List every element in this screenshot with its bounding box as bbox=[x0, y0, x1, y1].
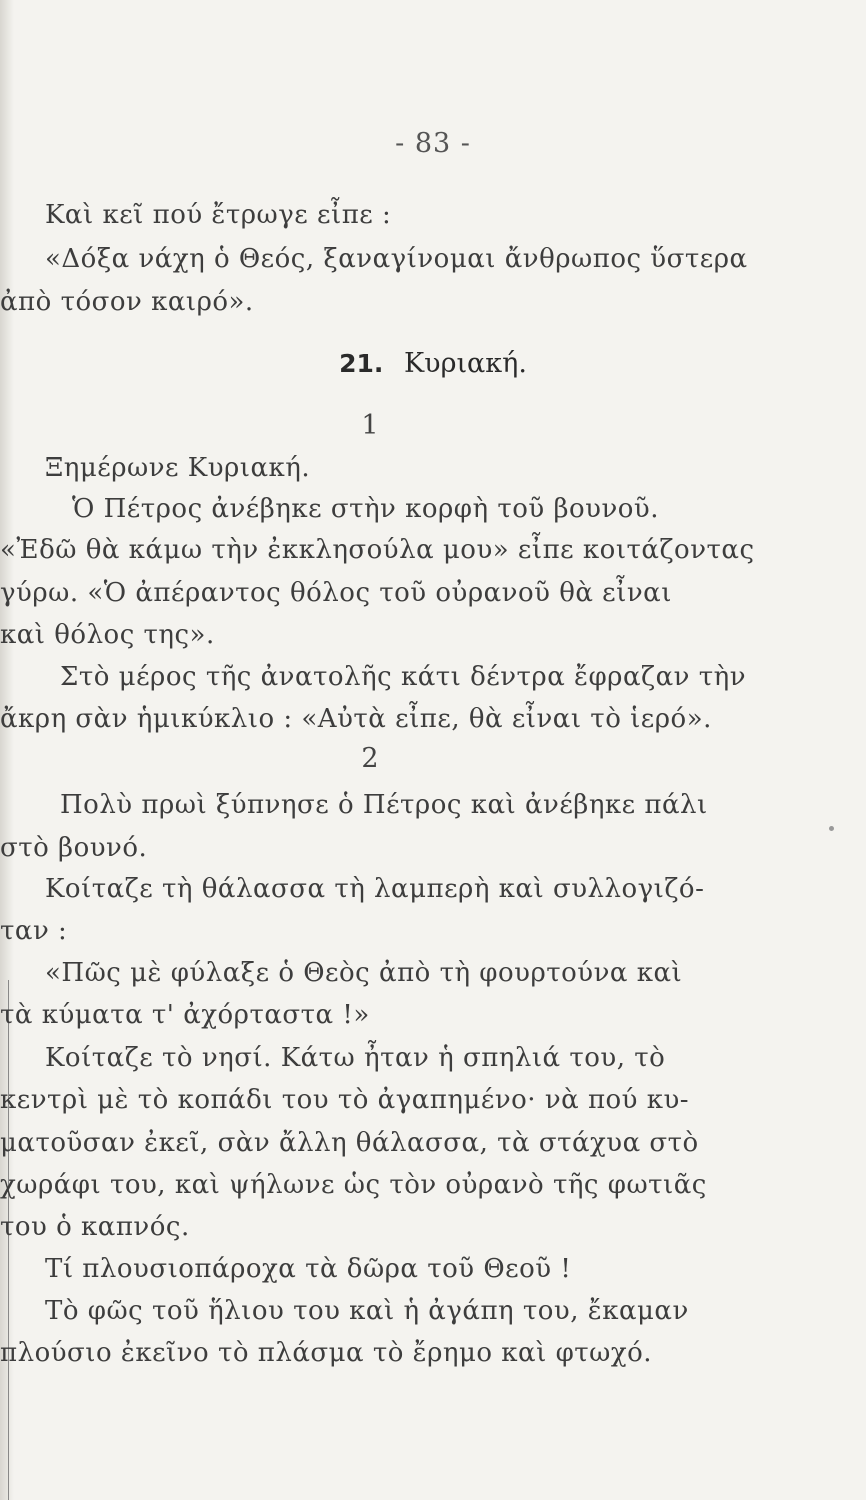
text-line: Τὸ φῶς τοῦ ἥλιου του καὶ ἡ ἀγάπη του, ἔκαμαν bbox=[45, 1296, 689, 1326]
text-line: Κοίταζε τὸ νησί. Κάτω ἦταν ἡ σπηλιά του, τὸ bbox=[45, 1043, 666, 1073]
text-line: καὶ θόλος της». bbox=[0, 620, 215, 650]
text-line: χωράφι του, καὶ ψήλωνε ὡς τὸν οὐρανὸ τῆς φωτιᾶς bbox=[0, 1170, 707, 1200]
text-line: Τί πλουσιοπάροχα τὰ δῶρα τοῦ Θεοῦ ! bbox=[45, 1254, 572, 1284]
page-number: - 83 - bbox=[395, 128, 471, 159]
text-line: του ὁ καπνός. bbox=[0, 1212, 190, 1242]
section-number: 21. bbox=[339, 349, 384, 378]
text-line: πλούσιο ἐκεῖνο τὸ πλάσμα τὸ ἔρημο καὶ φτωχό. bbox=[0, 1338, 653, 1368]
text-line: γύρω. «Ὁ ἀπέραντος θόλος τοῦ οὐρανοῦ θὰ εἶναι bbox=[0, 578, 672, 608]
text-line: ἀπὸ τόσον καιρό». bbox=[0, 287, 254, 317]
text-line: Κοίταζε τὴ θάλασσα τὴ λαμπερὴ καὶ συλλογιζό- bbox=[45, 874, 705, 904]
part-marker-2: 2 bbox=[361, 743, 379, 774]
part-marker-1: 1 bbox=[361, 410, 379, 441]
text-line: «Ἐδῶ θὰ κάμω τὴν ἐκκλησούλα μου» εἶπε κοιτάζοντας bbox=[0, 535, 755, 565]
text-line: «Δόξα νάχη ὁ Θεός, ξαναγίνομαι ἄνθρωπος ὕστερα bbox=[45, 244, 748, 274]
text-line: Στὸ μέρος τῆς ἀνατολῆς κάτι δέντρα ἔφραζαν τὴν bbox=[60, 662, 746, 692]
text-line: στὸ βουνό. bbox=[0, 833, 148, 863]
text-line: Πολὺ πρωὶ ξύπνησε ὁ Πέτρος καὶ ἀνέβηκε πάλι bbox=[60, 790, 708, 820]
text-line: ἄκρη σὰν ἡμικύκλιο : «Αὐτὰ εἶπε, θὰ εἶναι τὸ ἱερό». bbox=[0, 704, 712, 734]
text-line: Ὁ Πέτρος ἀνέβηκε στὴν κορφὴ τοῦ βουνοῦ. bbox=[72, 494, 659, 524]
text-line: ταν : bbox=[0, 916, 68, 946]
text-line: Καὶ κεῖ πού ἔτρωγε εἶπε : bbox=[45, 200, 392, 230]
text-line: κεντρὶ μὲ τὸ κοπάδι του τὸ ἀγαπημένο· νὰ πού κυ- bbox=[0, 1085, 690, 1115]
section-heading bbox=[0, 348, 866, 379]
section-title: Κυριακή. bbox=[403, 348, 527, 379]
text-line: Ξημέρωνε Κυριακή. bbox=[45, 453, 311, 483]
ink-speck bbox=[829, 826, 834, 831]
text-line: τὰ κύματα τ' ἀχόρταστα !» bbox=[0, 1000, 370, 1030]
text-line: «Πῶς μὲ φύλαξε ὁ Θεὸς ἀπὸ τὴ φουρτούνα καὶ bbox=[45, 958, 683, 988]
text-line: ματοῦσαν ἐκεῖ, σὰν ἄλλη θάλασσα, τὰ στάχυα στὸ bbox=[0, 1128, 699, 1158]
